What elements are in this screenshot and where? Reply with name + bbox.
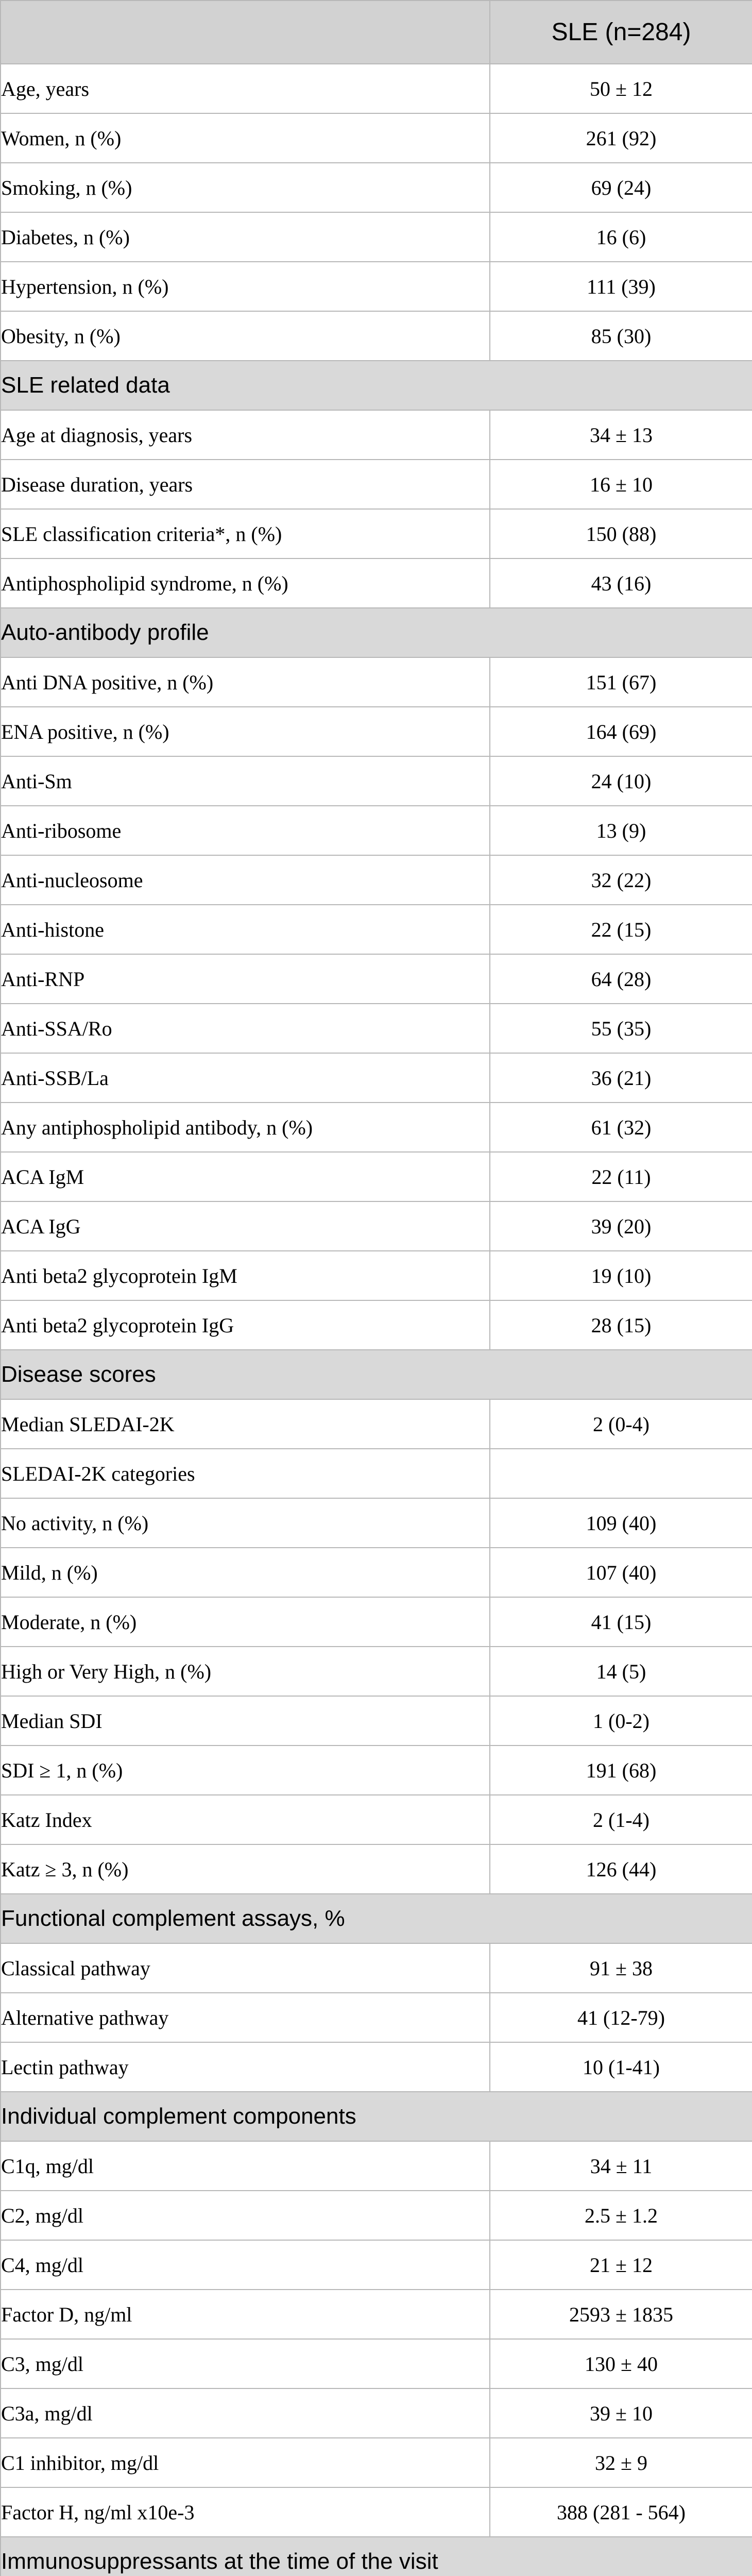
row-label: Antiphospholipid syndrome, n (%) bbox=[1, 558, 490, 608]
row-value: 61 (32) bbox=[490, 1103, 752, 1152]
row-value: 10 (1-41) bbox=[490, 2042, 752, 2092]
row-value: 22 (15) bbox=[490, 905, 752, 954]
row-value: 91 ± 38 bbox=[490, 1943, 752, 1993]
table-row bbox=[1, 1449, 752, 1498]
table-body bbox=[1, 64, 752, 2576]
row-value: 24 (10) bbox=[490, 756, 752, 806]
row-value: 39 ± 10 bbox=[490, 2388, 752, 2438]
table-row bbox=[1, 1993, 752, 2042]
row-value: 85 (30) bbox=[490, 311, 752, 361]
row-value: 19 (10) bbox=[490, 1251, 752, 1300]
table-row bbox=[1, 756, 752, 806]
row-label: Age, years bbox=[1, 64, 490, 113]
row-label: Katz Index bbox=[1, 1795, 490, 1844]
row-label: Obesity, n (%) bbox=[1, 311, 490, 361]
row-label: C3, mg/dl bbox=[1, 2339, 490, 2388]
table-row bbox=[1, 2290, 752, 2339]
row-value: 126 (44) bbox=[490, 1844, 752, 1894]
table-row bbox=[1, 2141, 752, 2191]
row-value: 151 (67) bbox=[490, 657, 752, 707]
row-label: C3a, mg/dl bbox=[1, 2388, 490, 2438]
row-label: Diabetes, n (%) bbox=[1, 212, 490, 262]
row-value: 43 (16) bbox=[490, 558, 752, 608]
row-label: Anti beta2 glycoprotein IgM bbox=[1, 1251, 490, 1300]
row-value: 2593 ± 1835 bbox=[490, 2290, 752, 2339]
section-header-row bbox=[1, 2537, 752, 2576]
row-value: 50 ± 12 bbox=[490, 64, 752, 113]
row-value: 111 (39) bbox=[490, 262, 752, 311]
table-row bbox=[1, 1251, 752, 1300]
table-row bbox=[1, 2191, 752, 2240]
row-label: Alternative pathway bbox=[1, 1993, 490, 2042]
table-row bbox=[1, 1943, 752, 1993]
section-header-row bbox=[1, 1894, 752, 1943]
section-title: Individual complement components bbox=[1, 2092, 752, 2141]
row-label: ACA IgG bbox=[1, 1201, 490, 1251]
table-row bbox=[1, 1745, 752, 1795]
row-label: Anti beta2 glycoprotein IgG bbox=[1, 1300, 490, 1350]
row-label: High or Very High, n (%) bbox=[1, 1647, 490, 1696]
table-row bbox=[1, 262, 752, 311]
row-value: 2 (1-4) bbox=[490, 1795, 752, 1844]
row-value: 32 (22) bbox=[490, 855, 752, 905]
section-header-row bbox=[1, 608, 752, 657]
row-value: 36 (21) bbox=[490, 1053, 752, 1103]
table-row bbox=[1, 113, 752, 163]
row-label: Anti-histone bbox=[1, 905, 490, 954]
row-label: C1q, mg/dl bbox=[1, 2141, 490, 2191]
row-label: Factor H, ng/ml x10e-3 bbox=[1, 2487, 490, 2537]
row-label: Any antiphospholipid antibody, n (%) bbox=[1, 1103, 490, 1152]
table-row bbox=[1, 905, 752, 954]
table-row bbox=[1, 311, 752, 361]
row-value: 34 ± 13 bbox=[490, 410, 752, 460]
section-title: Disease scores bbox=[1, 1350, 752, 1399]
row-value: 28 (15) bbox=[490, 1300, 752, 1350]
row-label: Anti-SSB/La bbox=[1, 1053, 490, 1103]
row-value: 34 ± 11 bbox=[490, 2141, 752, 2191]
row-value: 388 (281 - 564) bbox=[490, 2487, 752, 2537]
section-header-row bbox=[1, 361, 752, 410]
table-row bbox=[1, 1053, 752, 1103]
section-header-row bbox=[1, 1350, 752, 1399]
table-row bbox=[1, 460, 752, 509]
row-value: 55 (35) bbox=[490, 1004, 752, 1053]
section-title: SLE related data bbox=[1, 361, 752, 410]
row-label: C2, mg/dl bbox=[1, 2191, 490, 2240]
table-row bbox=[1, 1300, 752, 1350]
table-row bbox=[1, 1152, 752, 1201]
row-value bbox=[490, 1449, 752, 1498]
section-title: Auto-antibody profile bbox=[1, 608, 752, 657]
row-value: 13 (9) bbox=[490, 806, 752, 855]
header-empty-cell bbox=[1, 1, 490, 64]
row-value: 21 ± 12 bbox=[490, 2240, 752, 2290]
row-label: SLEDAI-2K categories bbox=[1, 1449, 490, 1498]
row-label: Classical pathway bbox=[1, 1943, 490, 1993]
table-row bbox=[1, 1399, 752, 1449]
row-label: Moderate, n (%) bbox=[1, 1597, 490, 1647]
row-value: 191 (68) bbox=[490, 1745, 752, 1795]
table-row bbox=[1, 657, 752, 707]
table-row bbox=[1, 163, 752, 212]
row-value: 261 (92) bbox=[490, 113, 752, 163]
table-row bbox=[1, 1597, 752, 1647]
row-label: SLE classification criteria*, n (%) bbox=[1, 509, 490, 558]
table-row bbox=[1, 2487, 752, 2537]
row-value: 2 (0-4) bbox=[490, 1399, 752, 1449]
table-row bbox=[1, 806, 752, 855]
row-value: 22 (11) bbox=[490, 1152, 752, 1201]
table-row bbox=[1, 954, 752, 1004]
row-value: 164 (69) bbox=[490, 707, 752, 756]
row-label: Katz ≥ 3, n (%) bbox=[1, 1844, 490, 1894]
row-value: 150 (88) bbox=[490, 509, 752, 558]
table-row bbox=[1, 1103, 752, 1152]
row-label: C1 inhibitor, mg/dl bbox=[1, 2438, 490, 2487]
row-label: No activity, n (%) bbox=[1, 1498, 490, 1548]
row-label: Factor D, ng/ml bbox=[1, 2290, 490, 2339]
row-label: Smoking, n (%) bbox=[1, 163, 490, 212]
row-label: Anti-Sm bbox=[1, 756, 490, 806]
row-label: Disease duration, years bbox=[1, 460, 490, 509]
table-row bbox=[1, 558, 752, 608]
row-value: 16 (6) bbox=[490, 212, 752, 262]
table-row bbox=[1, 2240, 752, 2290]
row-value: 2.5 ± 1.2 bbox=[490, 2191, 752, 2240]
table-row bbox=[1, 1647, 752, 1696]
row-value: 109 (40) bbox=[490, 1498, 752, 1548]
table-row bbox=[1, 2438, 752, 2487]
table-row bbox=[1, 707, 752, 756]
row-label: Anti DNA positive, n (%) bbox=[1, 657, 490, 707]
row-label: ENA positive, n (%) bbox=[1, 707, 490, 756]
row-label: Hypertension, n (%) bbox=[1, 262, 490, 311]
table-row bbox=[1, 1498, 752, 1548]
row-label: SDI ≥ 1, n (%) bbox=[1, 1745, 490, 1795]
row-value: 32 ± 9 bbox=[490, 2438, 752, 2487]
table-row bbox=[1, 509, 752, 558]
row-value: 130 ± 40 bbox=[490, 2339, 752, 2388]
table-row bbox=[1, 2042, 752, 2092]
table-row bbox=[1, 212, 752, 262]
row-value: 39 (20) bbox=[490, 1201, 752, 1251]
table-header-row bbox=[1, 1, 752, 64]
table-row bbox=[1, 64, 752, 113]
table-row bbox=[1, 410, 752, 460]
table-row bbox=[1, 1201, 752, 1251]
row-value: 64 (28) bbox=[490, 954, 752, 1004]
section-title: Functional complement assays, % bbox=[1, 1894, 752, 1943]
section-title: Immunosuppressants at the time of the visit bbox=[1, 2537, 752, 2576]
row-value: 69 (24) bbox=[490, 163, 752, 212]
section-header-row bbox=[1, 2092, 752, 2141]
table-row bbox=[1, 1844, 752, 1894]
row-value: 14 (5) bbox=[490, 1647, 752, 1696]
table-row bbox=[1, 1004, 752, 1053]
row-label: Median SLEDAI-2K bbox=[1, 1399, 490, 1449]
row-label: Lectin pathway bbox=[1, 2042, 490, 2092]
row-label: Anti-RNP bbox=[1, 954, 490, 1004]
header-sle-column: SLE (n=284) bbox=[490, 1, 752, 64]
row-label: Median SDI bbox=[1, 1696, 490, 1745]
row-label: C4, mg/dl bbox=[1, 2240, 490, 2290]
row-label: ACA IgM bbox=[1, 1152, 490, 1201]
table-row bbox=[1, 1795, 752, 1844]
row-value: 41 (12-79) bbox=[490, 1993, 752, 2042]
row-label: Anti-SSA/Ro bbox=[1, 1004, 490, 1053]
table-row bbox=[1, 2339, 752, 2388]
table-row bbox=[1, 1548, 752, 1597]
row-value: 1 (0-2) bbox=[490, 1696, 752, 1745]
row-value: 41 (15) bbox=[490, 1597, 752, 1647]
row-label: Anti-nucleosome bbox=[1, 855, 490, 905]
table-row bbox=[1, 1696, 752, 1745]
row-label: Anti-ribosome bbox=[1, 806, 490, 855]
row-label: Women, n (%) bbox=[1, 113, 490, 163]
table-row bbox=[1, 2388, 752, 2438]
table-row bbox=[1, 855, 752, 905]
row-value: 16 ± 10 bbox=[490, 460, 752, 509]
row-label: Age at diagnosis, years bbox=[1, 410, 490, 460]
row-label: Mild, n (%) bbox=[1, 1548, 490, 1597]
row-value: 107 (40) bbox=[490, 1548, 752, 1597]
